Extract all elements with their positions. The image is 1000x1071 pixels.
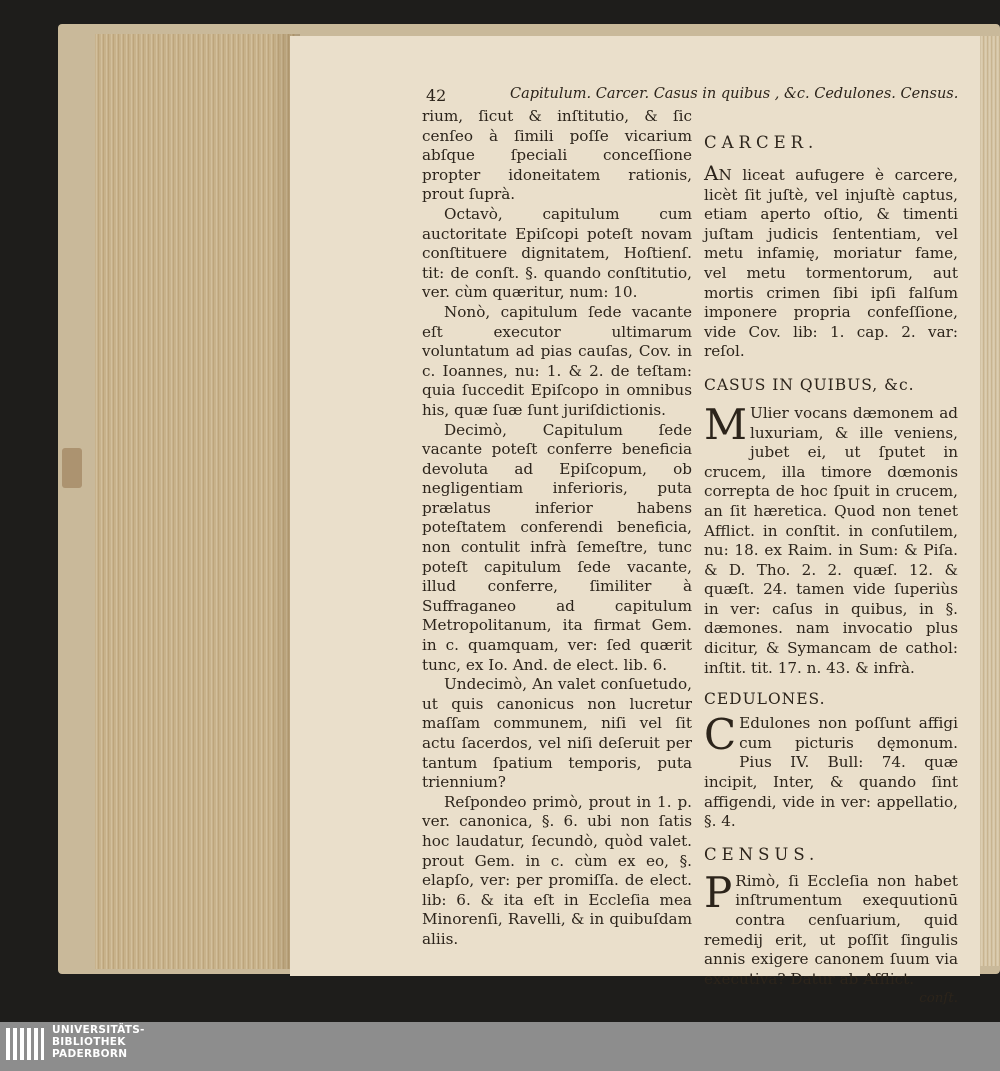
library-name-line: UNIVERSITÄTS- — [52, 1024, 145, 1036]
section-text: Ulier vocans dæmonem ad luxuriam, & ille veniens, jubet ei, ut ſputet in crucem, illa timore dœmonis correpta de hoc ſpuit in crucem, an ſit hæretica. Quod non tenet Afflict. in conſtit. in conſutilem, nu: 18. ex Raim. in Sum: & Piſa. & D. Tho. 2. 2. quæſ. 12. & quæſt. 24. tamen vide ſuperiùs in ver: caſus in quibus, in §. dæmones. nam invocatio plus dicitur, & Symancam de cathol: inſtit. tit. 17. n. 43. & infrà. — [704, 403, 958, 677]
drop-cap: P — [704, 867, 733, 917]
section-heading-census: CENSUS. — [704, 844, 820, 864]
paragraph: Octavò, capitulum cum auctoritate Epiſcopi poteſt novam conſtituere dignitatem, Hoſtienſ. tit: de conſt. §. quando conſtitutio, ver. cùm quæritur, num: 10. — [422, 204, 692, 302]
page-number: 42 — [426, 86, 447, 105]
right-text-column — [704, 132, 958, 1009]
page-stain — [62, 448, 82, 488]
paragraph: Undecimò, An valet conſuetudo, ut quis canonicus non lucretur maſſam communem, niſi vel ſit actu ſacerdos, vel niſi deſeruit per tantum ſpatium temporis, puta triennium? — [422, 675, 692, 792]
section-heading-carcer: CARCER. — [704, 133, 819, 152]
section-text: Rimò, ſi Eccleſia non habet inſtrumentum exequutionū contra cenſuarium, quid remedij erit, ut poſſit ſingulis annis exigere canonem ſuum via executiva? Datur ab Afflict. — [704, 871, 958, 988]
section-body-carcer — [704, 161, 958, 362]
page-header — [426, 86, 959, 108]
paragraph: rium, ſicut & inſtitutio, & ſic cenſeo à ſimili poſſe vicarium abſque ſpeciali conceſſione propter idoneitatem rationis, prout ſuprà. — [422, 107, 692, 204]
section-body-census — [704, 867, 958, 990]
library-name-line: PADERBORN — [52, 1048, 128, 1060]
section-heading-casus: CASUS IN QUIBUS, &c. — [704, 375, 915, 394]
running-head: Capitulum. Carcer. Casus in quibus , &c. Cedulones. Census. — [510, 86, 959, 102]
section-text: Edulones non poſſunt affigi cum picturis dęmonum. Pius IV. Bull: 74. quæ incipit, Inter, & quando ſint affigendi, vide in ver: appellatio, §. 4. — [704, 714, 958, 831]
library-name-line: BIBLIOTHEK — [52, 1036, 126, 1048]
drop-cap: C — [704, 710, 737, 760]
left-text-column — [422, 107, 692, 950]
initial-letter: A — [704, 161, 719, 185]
paragraph: Nonò, capitulum ſede vacante eſt executor ultimarum voluntatum ad pias cauſas, Cov. in c. Ioannes, nu: 1. & 2. de teſtam: quia ſuccedit Epiſcopo in omnibus his, quæ ſuæ ſunt juriſdictionis. — [422, 302, 692, 419]
paragraph: Reſpondeo primò, prout in 1. p. ver. canonica, §. 6. ubi non ſatis hoc laudatur, ſecundò, quòd valet. prout Gem. in c. cùm ex eo, §. elapſo, ver: per promiſſa. de elect. lib: 6. & ita eſt in Eccleſia mea Minorenſi, Ravelli, & in quibuſdam aliis. — [422, 792, 692, 948]
footer-bar — [0, 1022, 1000, 1071]
catchword: conſt. — [919, 991, 958, 1007]
library-logo-icon — [4, 1024, 46, 1068]
section-heading-cedulones: CEDULONES. — [704, 690, 826, 709]
section-text: N liceat aufugere è carcere, licèt ſit juſtè, vel injuſtè captus, etiam aperto oſtio, & timenti juſtam judicis ſententiam, vel metu infamię, moriatur fame, vel metu tormentorum, aut mortis crimen ſibi ipſi falſum imponere propria confeſſione, vide Cov. lib: 1. cap. 2. var: reſol. — [704, 166, 958, 361]
paragraph: Decimò, Capitulum ſede vacante poteſt conferre beneficia devoluta ad Epiſcopum, ob negligentiam inferioris, puta prælatus inferior habens poteſtatem conferendi beneficia, non contulit infrà ſemeſtre, tunc poteſt capitulum ſede vacante, illud conferre, ſimiliter à Suffraganeo ad capitulum Metropolitanum, ita firmat Gem. in c. quamquam, ver: ſed quærit tunc, ex Io. And. de elect. lib. 6. — [422, 420, 692, 674]
page-block-edges — [95, 34, 295, 969]
drop-cap: M — [704, 399, 748, 449]
section-body-casus — [704, 399, 958, 678]
library-name — [52, 1024, 145, 1060]
section-body-cedulones — [704, 710, 958, 832]
right-page-edges — [980, 36, 1000, 966]
